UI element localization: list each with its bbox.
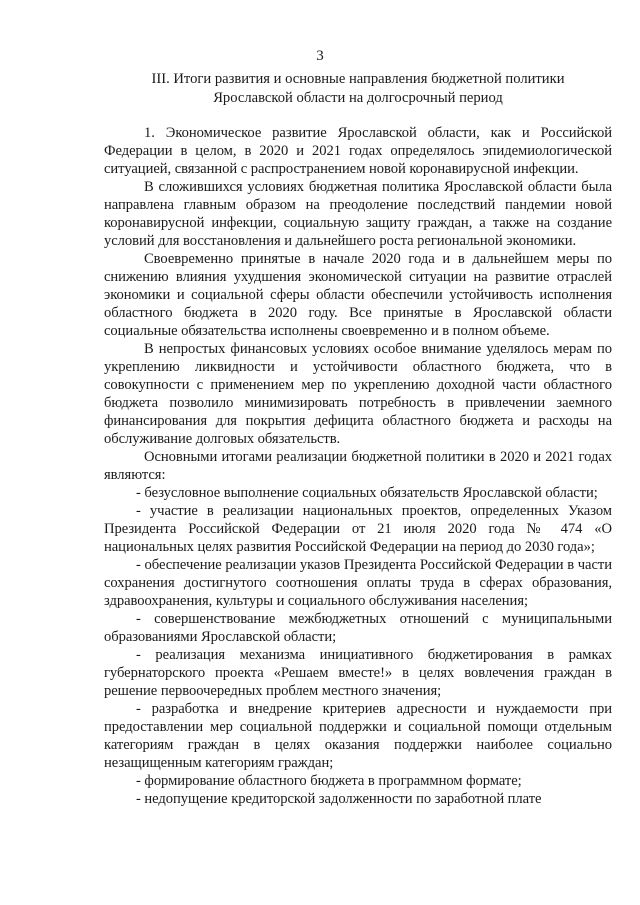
list-item: - формирование областного бюджета в программном формате; bbox=[136, 773, 522, 789]
list-item: - недопущение кредиторской задолженности по заработной плате bbox=[136, 791, 542, 807]
document-body bbox=[104, 124, 612, 808]
paragraph: В непростых финансовых условиях особое внимание уделялось мерам по укреплению ликвидности и устойчивости областного бюджета, что в совокупности с применением мер по укреплению доходной части областного бюджета позволило минимизировать потребность в привлечении заемного финансирования для покрытия дефицита областного бюджета и расходы на обслуживание долговых обязательств. bbox=[104, 341, 612, 447]
paragraph: 1. Экономическое развитие Ярославской области, как и Российской Федерации в целом, в 2020 и 2021 годах определялось эпидемиологической ситуацией, связанной с распространением новой коронавирусной инфекции. bbox=[104, 125, 612, 177]
list-item: - участие в реализации национальных проектов, определенных Указом Президента Российской Федерации от 21 июля 2020 года № 474 «О национальных целях развития Российской Федерации на период до 2030 года»; bbox=[104, 503, 612, 555]
list-item: - обеспечение реализации указов Президента Российской Федерации в части сохранения достигнутого соотношения оплаты труда в сферах образования, здравоохранения, культуры и социального обслуживания населения; bbox=[104, 557, 612, 609]
section-heading-line-2: Ярославской области на долгосрочный период bbox=[213, 89, 503, 106]
list-item: - разработка и внедрение критериев адресности и нуждаемости при предоставлении мер социальной поддержки и социальной помощи отдельным категориям граждан в целях оказания поддержки наиболее социально незащищенным категориям граждан; bbox=[104, 701, 612, 771]
paragraph: Основными итогами реализации бюджетной политики в 2020 и 2021 годах являются: bbox=[104, 449, 612, 483]
list-item: - реализация механизма инициативного бюджетирования в рамках губернаторского проекта «Решаем вместе!» в целях вовлечения граждан в решение первоочередных проблем местного значения; bbox=[104, 647, 612, 699]
paragraph: Своевременно принятые в начале 2020 года и в дальнейшем меры по снижению влияния ухудшения экономической ситуации на развитие отраслей экономики и социальной сферы области обеспечили устойчивость исполнения областного бюджета в 2020 году. Все принятые в Ярославской области социальные обязательства исполнены своевременно и в полном объеме. bbox=[104, 251, 612, 339]
page-number: 3 bbox=[316, 48, 324, 64]
list-item: - безусловное выполнение социальных обязательств Ярославской области; bbox=[136, 485, 598, 501]
section-heading bbox=[104, 70, 612, 107]
list-item: - совершенствование межбюджетных отношений с муниципальными образованиями Ярославской области; bbox=[104, 611, 612, 645]
paragraph: В сложившихся условиях бюджетная политика Ярославской области была направлена главным образом на преодоление последствий пандемии новой коронавирусной инфекции, социальную защиту граждан, а также на создание условий для восстановления и дальнейшего роста региональной экономики. bbox=[104, 179, 612, 249]
section-heading-line-1: III. Итоги развития и основные направления бюджетной политики bbox=[151, 71, 565, 87]
